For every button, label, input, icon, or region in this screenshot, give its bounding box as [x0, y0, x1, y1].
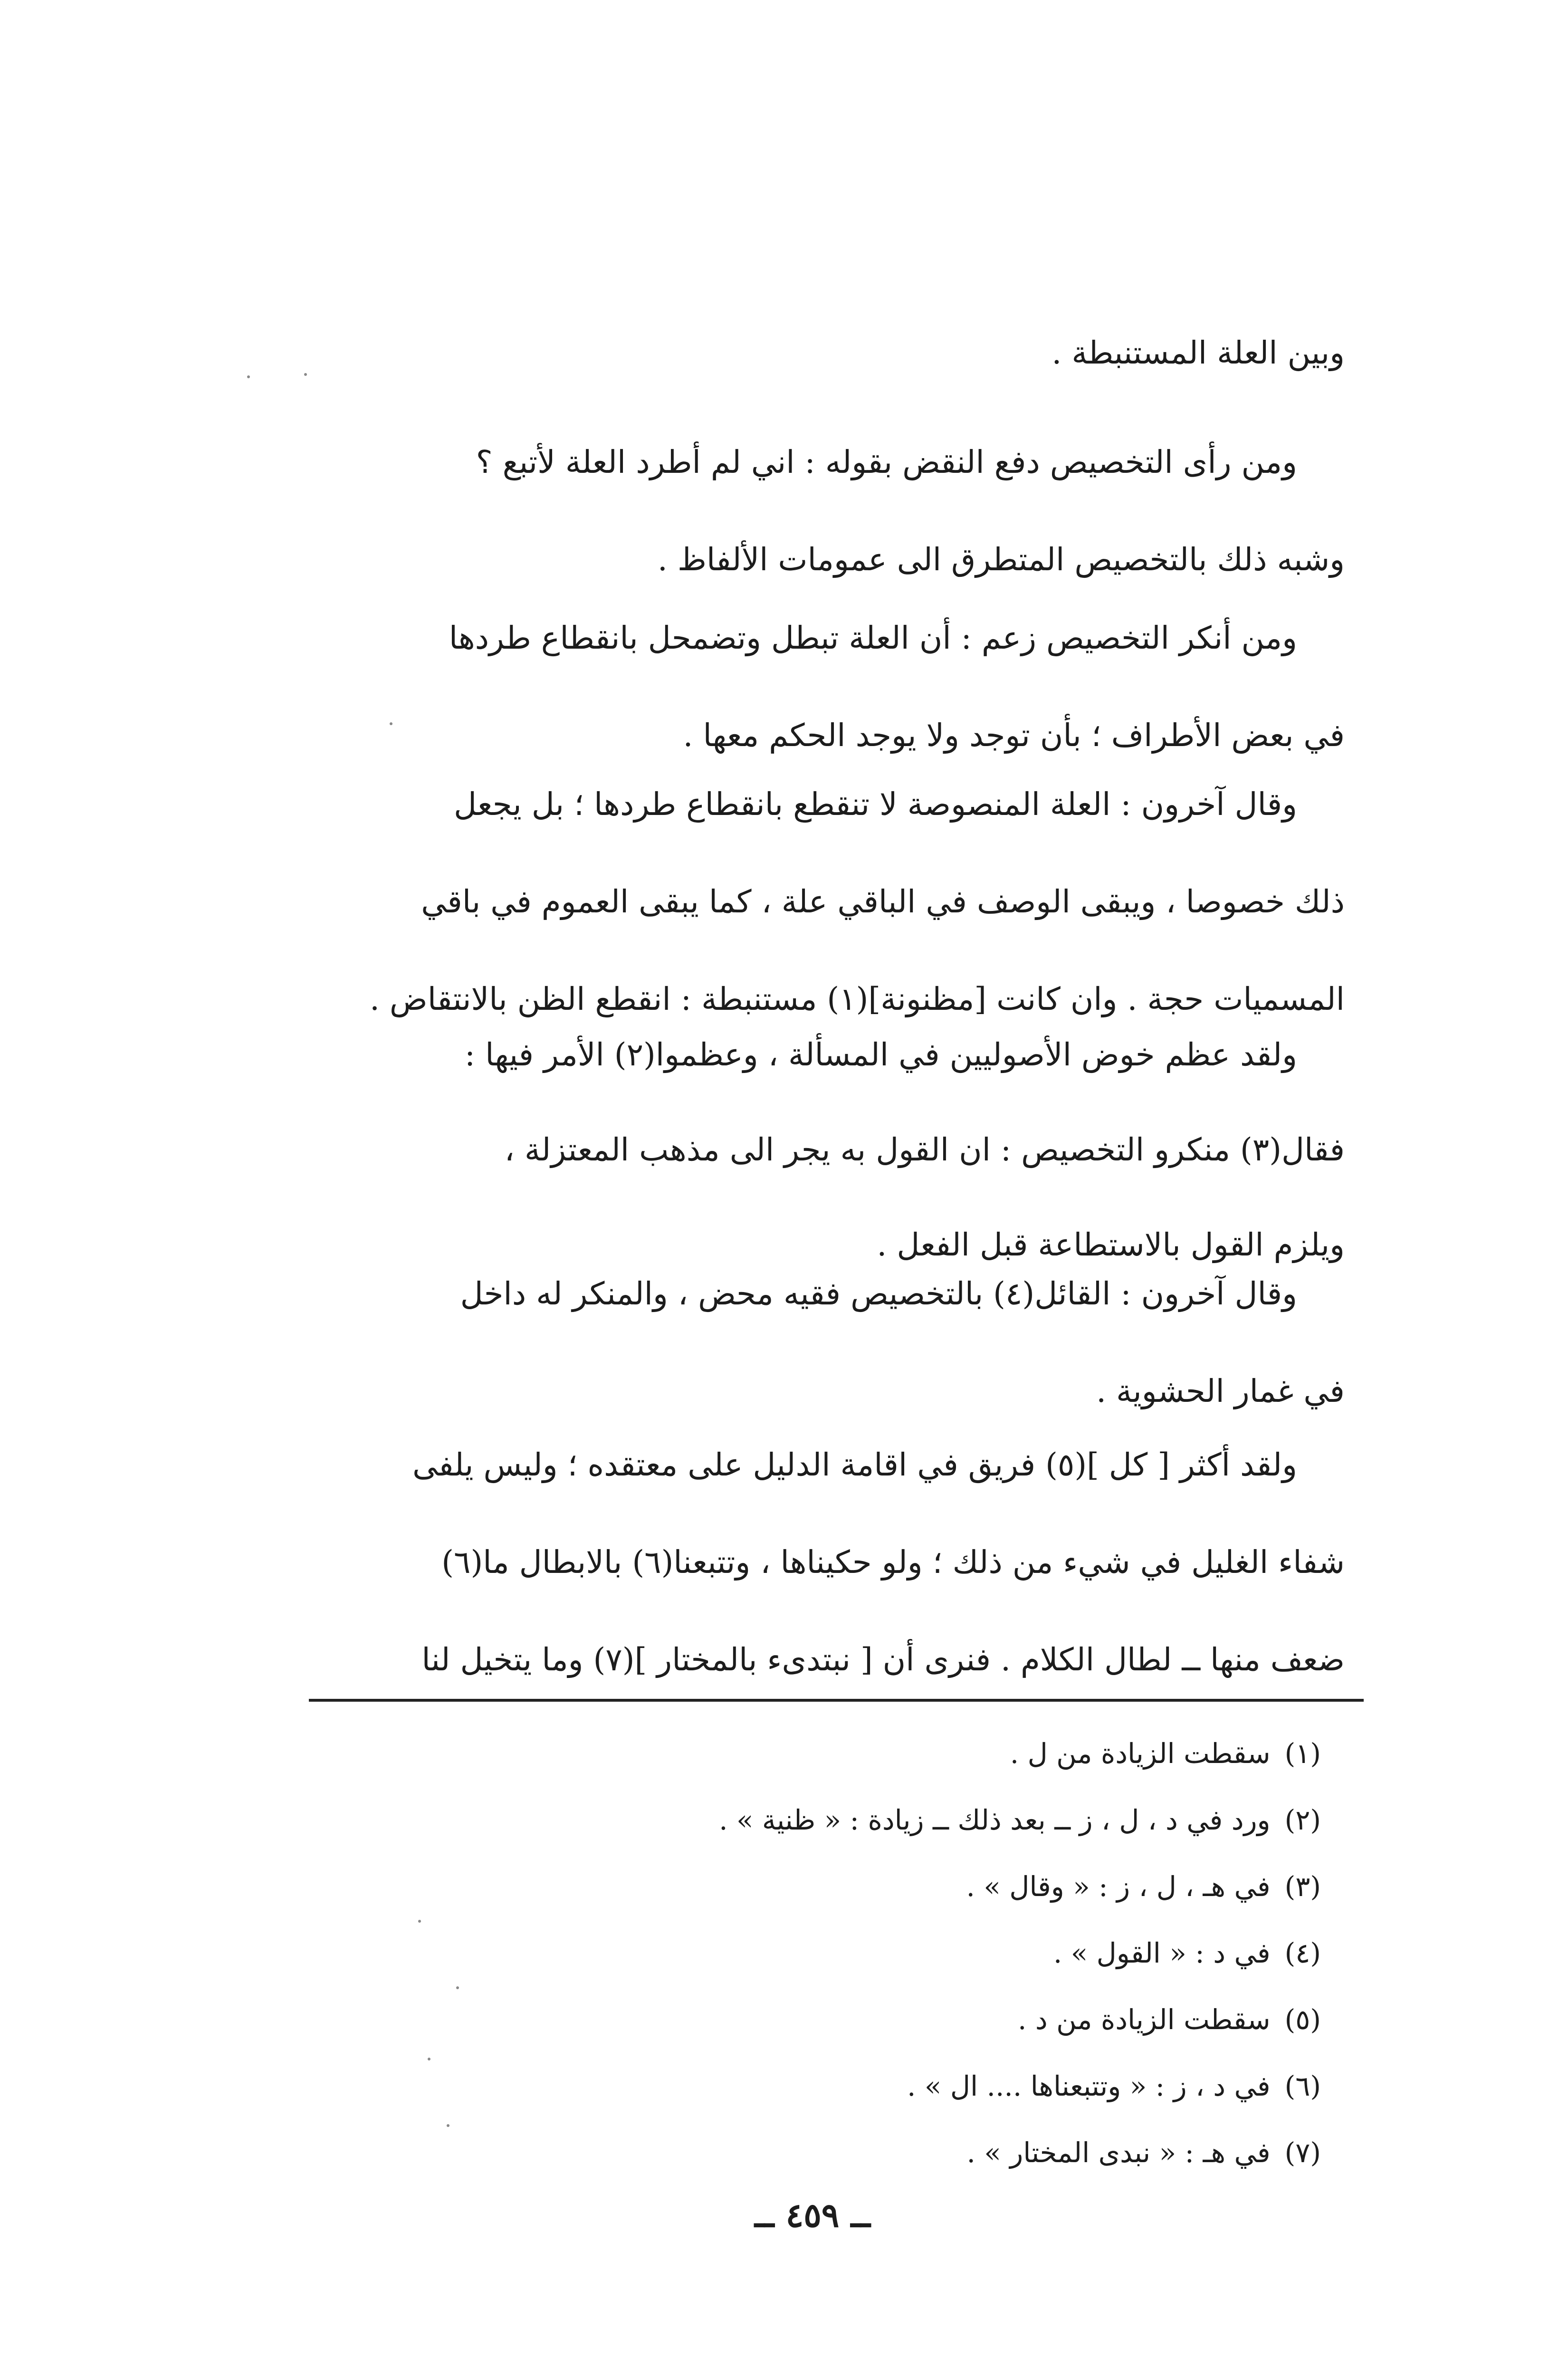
scan-speck	[418, 1920, 421, 1923]
text-line: شفاء الغليل في شيء من ذلك ؛ ولو حكيناها ، وتتبعنا(٦) بالابطال ما(٦)	[441, 1544, 1345, 1581]
footnote-number: (٧)	[1284, 2136, 1321, 2169]
text-line: فقال(٣) منكرو التخصيص : ان القول به يجر الى مذهب المعتزلة ،	[504, 1131, 1345, 1168]
paragraph-4	[204, 756, 1345, 1048]
paragraph-1	[204, 304, 1345, 402]
text-line: ذلك خصوصا ، ويبقى الوصف في الباقي علة ، كما يبقى العموم في باقي	[421, 883, 1345, 920]
footnote-text: سقطت الزيادة من ل .	[1010, 1737, 1271, 1770]
paragraph-6	[204, 1245, 1345, 1440]
scan-speck	[428, 2058, 430, 2060]
text-line: المسميات حجة . وان كانت [مظنونة](١) مستنبطة : انقطع الظن بالانتقاض .	[369, 981, 1345, 1017]
text-line: وشبه ذلك بالتخصيص المتطرق الى عمومات الألفاظ .	[657, 541, 1345, 578]
footnote-number: (١)	[1284, 1737, 1321, 1770]
text-line: ويلزم القول بالاستطاعة قبل الفعل .	[877, 1226, 1345, 1263]
footnote-text: في د : « القول » .	[1053, 1937, 1271, 1969]
text-line: في غمار الحشوية .	[1096, 1373, 1345, 1409]
footnote-divider	[309, 1699, 1364, 1702]
scan-speck	[247, 375, 250, 378]
text-line: ولقد أكثر [ كل ](٥) فريق في اقامة الدليل على معتقده ؛ وليس يلفى	[412, 1447, 1297, 1483]
scan-speck	[447, 2124, 449, 2127]
text-line: في بعض الأطراف ؛ بأن توجد ولا يوجد الحكم معها .	[683, 717, 1345, 754]
text-line: وقال آخرون : القائل(٤) بالتخصيص فقيه محض ، والمنكر له داخل	[460, 1275, 1297, 1312]
footnote-text: في هـ : « نبدى المختار » .	[966, 2136, 1271, 2169]
paragraph-7	[204, 1416, 1345, 1708]
footnote-4	[466, 1920, 1321, 1986]
footnote-3	[466, 1853, 1321, 1920]
footnote-7	[466, 2119, 1321, 2186]
scan-speck	[456, 1986, 459, 1989]
footnote-text: في د ، ز : « وتتبعناها .... ال » .	[907, 2070, 1271, 2102]
footnote-number: (٤)	[1284, 1937, 1321, 1969]
text-line: وقال آخرون : العلة المنصوصة لا تنقطع بانقطاع طردها ؛ بل يجعل	[453, 786, 1297, 823]
footnote-text: في هـ ، ل ، ز : « وقال » .	[966, 1870, 1271, 1903]
scan-speck	[304, 373, 307, 376]
footnote-2	[466, 1787, 1321, 1853]
footnote-text: ورد في د ، ل ، ز ــ بعد ذلك ــ زيادة : « ظنية » .	[719, 1804, 1271, 1836]
text-line: وبين العلة المستنبطة .	[1052, 335, 1345, 371]
text-line: ضعف منها ــ لطال الكلام . فنرى أن [ نبتدىء بالمختار ](٧) وما يتخيل لنا	[421, 1641, 1345, 1678]
footnote-5	[466, 1986, 1321, 2053]
scan-speck	[390, 722, 392, 725]
footnote-number: (٢)	[1284, 1804, 1321, 1836]
text-line: ولقد عظم خوض الأصوليين في المسألة ، وعظموا(٢) الأمر فيها :	[464, 1036, 1297, 1073]
footnote-6	[466, 2053, 1321, 2119]
paragraph-3	[204, 589, 1345, 784]
text-line: ومن أنكر التخصيص زعم : أن العلة تبطل وتضمحل بانقطاع طردها	[449, 620, 1297, 656]
text-line: ومن رأى التخصيص دفع النقض بقوله : اني لم أطرد العلة لأتبع ؟	[476, 444, 1297, 480]
footnote-number: (٥)	[1284, 2003, 1321, 2036]
footnote-number: (٣)	[1284, 1870, 1321, 1903]
footnote-1	[466, 1720, 1321, 1787]
footnote-number: (٦)	[1284, 2070, 1321, 2102]
paragraph-2	[204, 413, 1345, 608]
footnote-text: سقطت الزيادة من د .	[1018, 2003, 1271, 2036]
page-number: ــ ٤٥٩ ــ	[755, 2195, 870, 2235]
